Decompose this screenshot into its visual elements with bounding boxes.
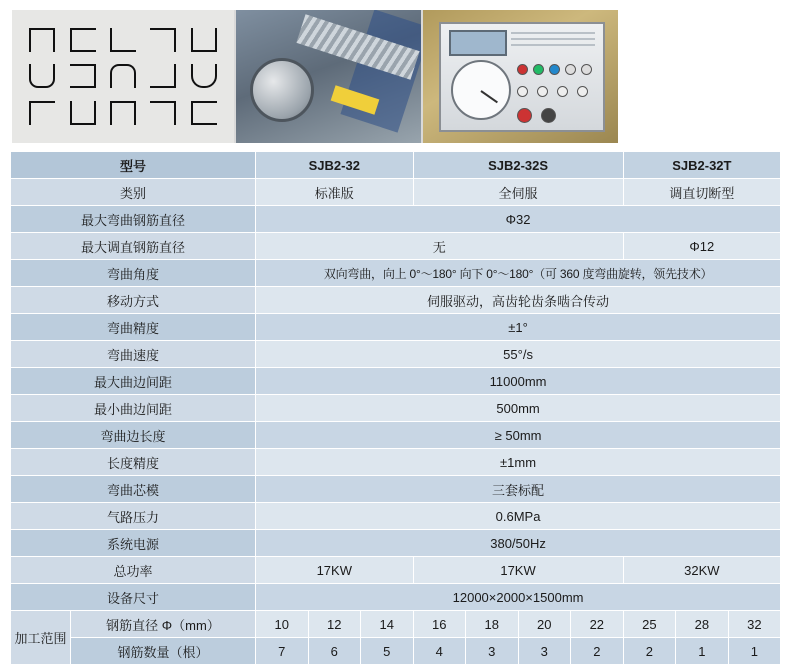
range-value: 18 [466, 611, 519, 638]
range-value: 2 [623, 638, 676, 665]
photo-strip [12, 10, 618, 143]
range-value: 3 [466, 638, 519, 665]
row-value: 32KW [623, 557, 781, 584]
range-value: 22 [571, 611, 624, 638]
shape-icon [62, 22, 102, 58]
range-value: 14 [361, 611, 414, 638]
bent-rebar-shapes-photo [12, 10, 234, 143]
range-value: 12 [308, 611, 361, 638]
table-row [11, 557, 781, 584]
panel-button-white [565, 64, 576, 75]
range-value: 4 [413, 638, 466, 665]
row-label: 设备尺寸 [11, 584, 256, 611]
row-label: 最小曲边间距 [11, 395, 256, 422]
table-row [11, 260, 781, 287]
row-value: ±1° [256, 314, 781, 341]
table-row [11, 422, 781, 449]
range-value: 28 [676, 611, 729, 638]
range-value: 2 [571, 638, 624, 665]
shape-icon [184, 95, 224, 131]
row-label: 弯曲芯模 [11, 476, 256, 503]
row-value: 12000×2000×1500mm [256, 584, 781, 611]
shape-icon [22, 22, 62, 58]
row-label: 弯曲边长度 [11, 422, 256, 449]
row-value: 全伺服 [413, 179, 623, 206]
row-value: 55°/s [256, 341, 781, 368]
shape-icon [143, 95, 183, 131]
row-value: 17KW [256, 557, 414, 584]
table-row [11, 584, 781, 611]
row-value: 标准版 [256, 179, 414, 206]
shape-grid [12, 10, 234, 143]
header-model-3: SJB2-32T [623, 152, 781, 179]
panel-button-green [533, 64, 544, 75]
row-label: 钢筋数量（根） [71, 638, 256, 665]
shape-icon [22, 95, 62, 131]
row-value: ±1mm [256, 449, 781, 476]
table-row [11, 476, 781, 503]
header-model-2: SJB2-32S [413, 152, 623, 179]
specification-table [10, 151, 781, 665]
row-label: 类别 [11, 179, 256, 206]
table-row [11, 395, 781, 422]
table-row [11, 449, 781, 476]
row-value: 11000mm [256, 368, 781, 395]
row-value: 500mm [256, 395, 781, 422]
table-row [11, 314, 781, 341]
row-value: Φ32 [256, 206, 781, 233]
row-value: 三套标配 [256, 476, 781, 503]
panel-display [449, 30, 507, 56]
range-value: 1 [676, 638, 729, 665]
range-value: 25 [623, 611, 676, 638]
range-value: 1 [728, 638, 781, 665]
row-label: 最大曲边间距 [11, 368, 256, 395]
range-value: 6 [308, 638, 361, 665]
panel-button-blue [549, 64, 560, 75]
shape-icon [62, 95, 102, 131]
row-value: 双向弯曲，向上 0°～180° 向下 0°～180°（可 360 度弯曲旋转，领先技术） [256, 260, 781, 287]
row-label: 气路压力 [11, 503, 256, 530]
panel-knob [541, 108, 556, 123]
control-panel-photo [423, 10, 618, 143]
panel-button-white [537, 86, 548, 97]
row-label: 长度精度 [11, 449, 256, 476]
range-value: 10 [256, 611, 309, 638]
table-row [11, 503, 781, 530]
table-row-range-count [11, 638, 781, 665]
row-label: 弯曲精度 [11, 314, 256, 341]
shape-icon [103, 95, 143, 131]
row-label: 最大调直钢筋直径 [11, 233, 256, 260]
range-value: 32 [728, 611, 781, 638]
shape-icon [22, 58, 62, 94]
panel-button-white [577, 86, 588, 97]
panel-label-strip [511, 32, 595, 50]
machine-feeder-photo [236, 10, 421, 143]
panel-button-red [517, 64, 528, 75]
shape-icon [184, 22, 224, 58]
panel-board [439, 22, 605, 132]
row-label: 弯曲速度 [11, 341, 256, 368]
range-value: 5 [361, 638, 414, 665]
panel-button-white [517, 86, 528, 97]
row-label: 弯曲角度 [11, 260, 256, 287]
table-row [11, 179, 781, 206]
table-row-range-diameter [11, 611, 781, 638]
row-value: 380/50Hz [256, 530, 781, 557]
row-value: 调直切断型 [623, 179, 781, 206]
row-value: 17KW [413, 557, 623, 584]
shape-icon [184, 58, 224, 94]
table-row [11, 233, 781, 260]
table-row [11, 341, 781, 368]
panel-button-white [557, 86, 568, 97]
row-value: 无 [256, 233, 624, 260]
range-value: 3 [518, 638, 571, 665]
header-label: 型号 [11, 152, 256, 179]
row-label: 移动方式 [11, 287, 256, 314]
table-row [11, 368, 781, 395]
header-model-1: SJB2-32 [256, 152, 414, 179]
table-header-row [11, 152, 781, 179]
panel-button-white [581, 64, 592, 75]
shape-icon [103, 22, 143, 58]
table-row [11, 287, 781, 314]
row-value: 0.6MPa [256, 503, 781, 530]
row-label: 最大弯曲钢筋直径 [11, 206, 256, 233]
range-value: 16 [413, 611, 466, 638]
shape-icon [143, 58, 183, 94]
row-label: 钢筋直径 Φ（mm） [71, 611, 256, 638]
machine-drum [250, 58, 314, 122]
shape-icon [62, 58, 102, 94]
table-row [11, 206, 781, 233]
row-label: 系统电源 [11, 530, 256, 557]
range-value: 20 [518, 611, 571, 638]
shape-icon [103, 58, 143, 94]
panel-emergency-stop [517, 108, 532, 123]
row-value: Φ12 [623, 233, 781, 260]
shape-icon [143, 22, 183, 58]
range-value: 7 [256, 638, 309, 665]
row-value: 伺服驱动，高齿轮齿条啮合传动 [256, 287, 781, 314]
table-row [11, 530, 781, 557]
row-label: 总功率 [11, 557, 256, 584]
panel-dial [451, 60, 511, 120]
row-value: ≥ 50mm [256, 422, 781, 449]
range-group-label: 加工范围 [11, 611, 71, 665]
